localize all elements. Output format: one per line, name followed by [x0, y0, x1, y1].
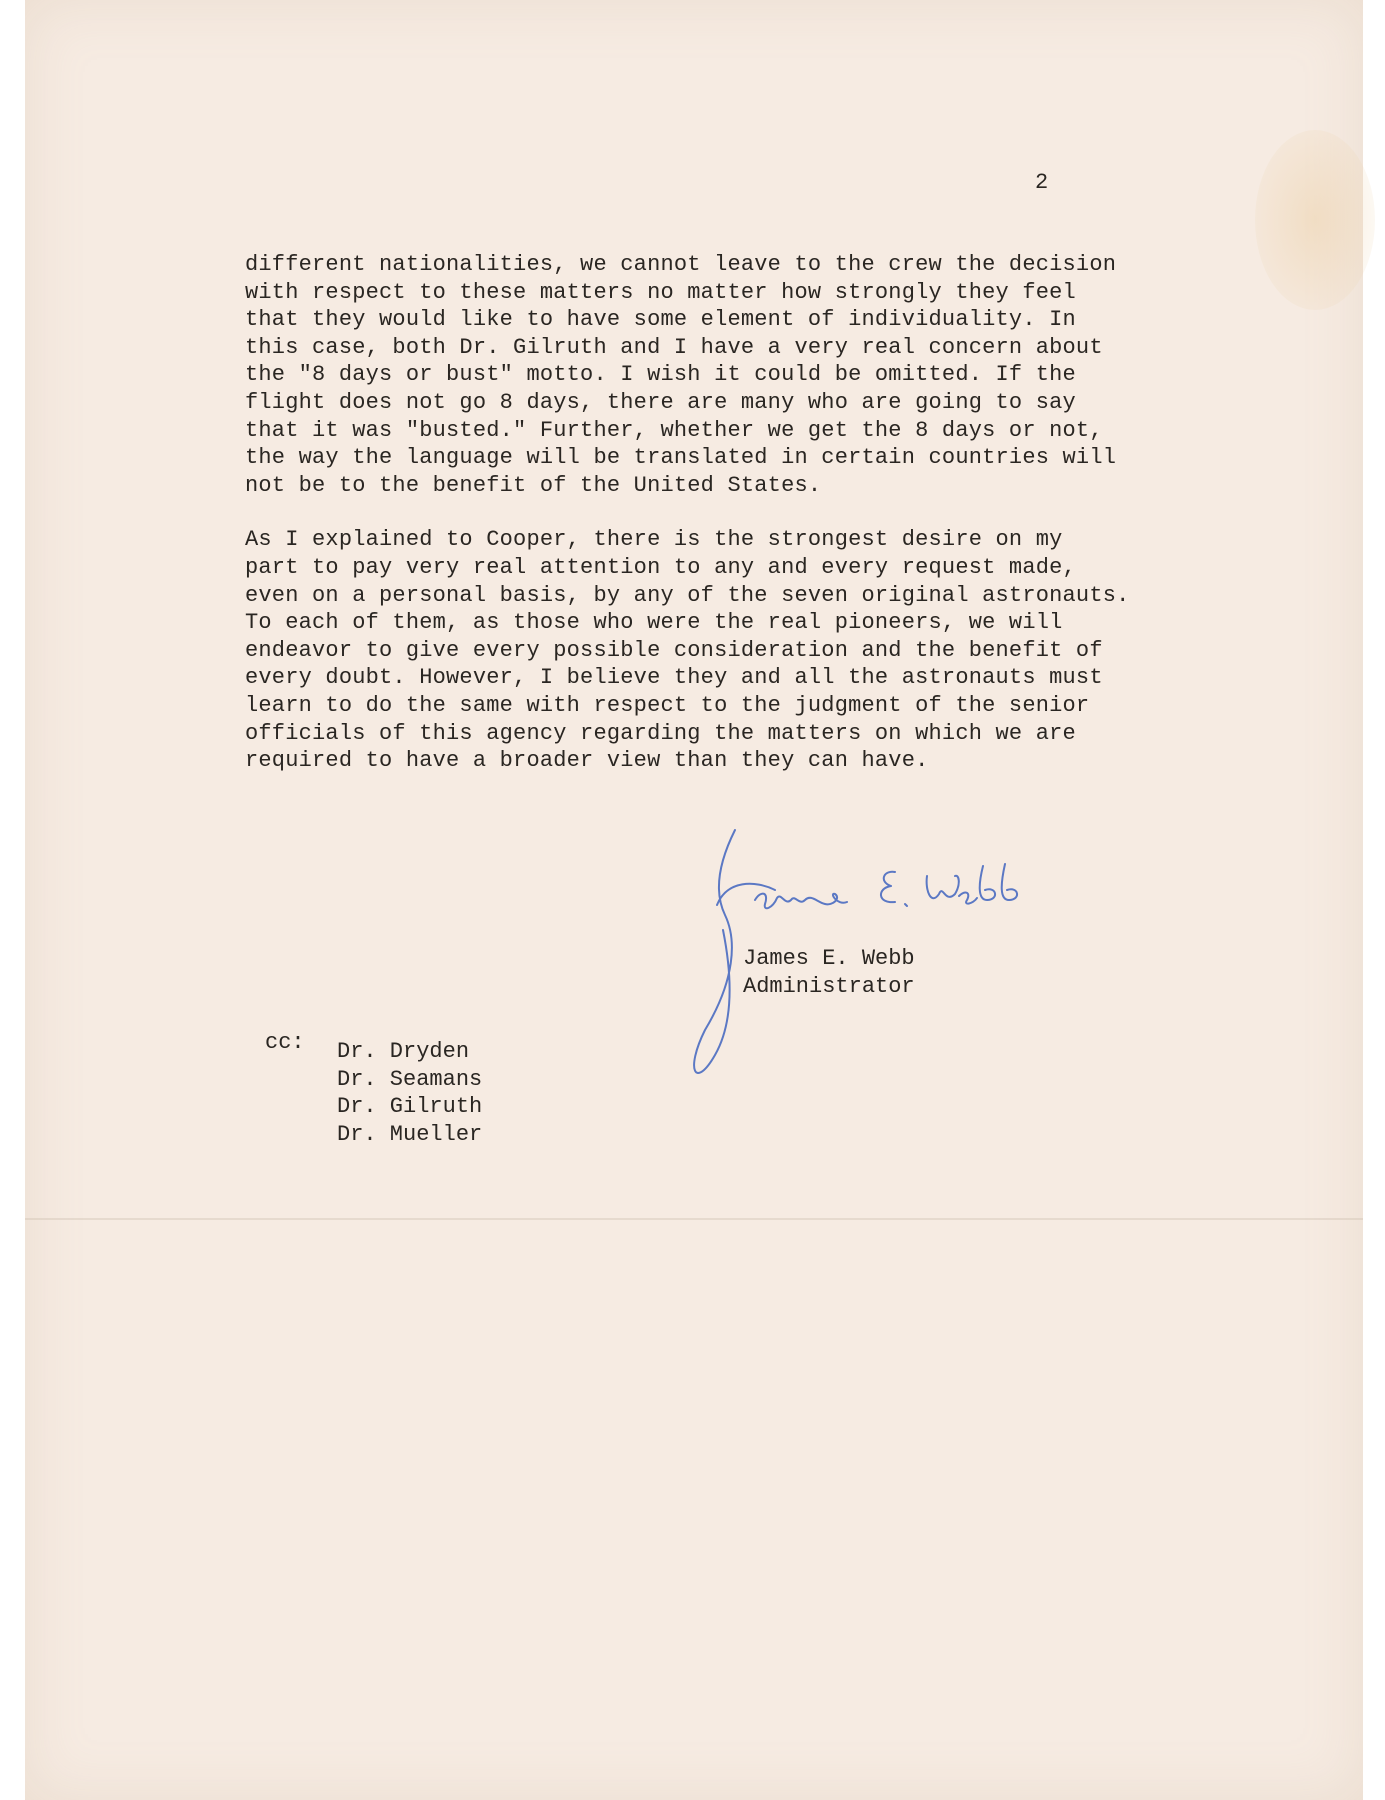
paragraph-2: As I explained to Cooper, there is the strongest desire on my part to pay very real attention to any and every request made, even on a personal basis, by any of the seven original astronauts. To each of them, as those who were the real pioneers, we will endeavor to give every possible consideration and the benefit of every doubt. However, I believe they and all the astronauts must learn to do the same with respect to the judgment of the senior officials of this agency regarding the matters on which we are required to have a broader view than they can have.	[245, 527, 1130, 774]
fold-line	[25, 1218, 1363, 1220]
paper-stain	[1255, 130, 1375, 310]
signature-block	[743, 945, 915, 1001]
page-number: 2	[1035, 170, 1049, 195]
letter-body	[245, 251, 1195, 802]
signatory-title: Administrator	[743, 974, 915, 999]
letter-page	[25, 0, 1363, 1800]
cc-recipient: Dr. Gilruth	[337, 1094, 483, 1119]
cc-recipient: Dr. Seamans	[337, 1066, 483, 1092]
paragraph-1: different nationalities, we cannot leave to the crew the decision with respect to these matters no matter how strongly they feel that they would like to have some element of individuality. In this case, both Dr. Gilruth and I have a very real concern about the "8 days or bust" motto. I wish it could be omitted. If the flight does not go 8 days, there are many who are going to say that it was "busted." Further, whether we get the 8 days or not, the way the language will be translated in certain countries will not be to the benefit of the United States.	[245, 252, 1117, 498]
cc-recipient: Dr. Dryden	[337, 1039, 470, 1064]
cc-list	[337, 1038, 482, 1148]
cc-recipient: Dr. Mueller	[337, 1121, 483, 1147]
cc-label: cc:	[265, 1030, 305, 1055]
signatory-name: James E. Webb	[743, 946, 915, 971]
